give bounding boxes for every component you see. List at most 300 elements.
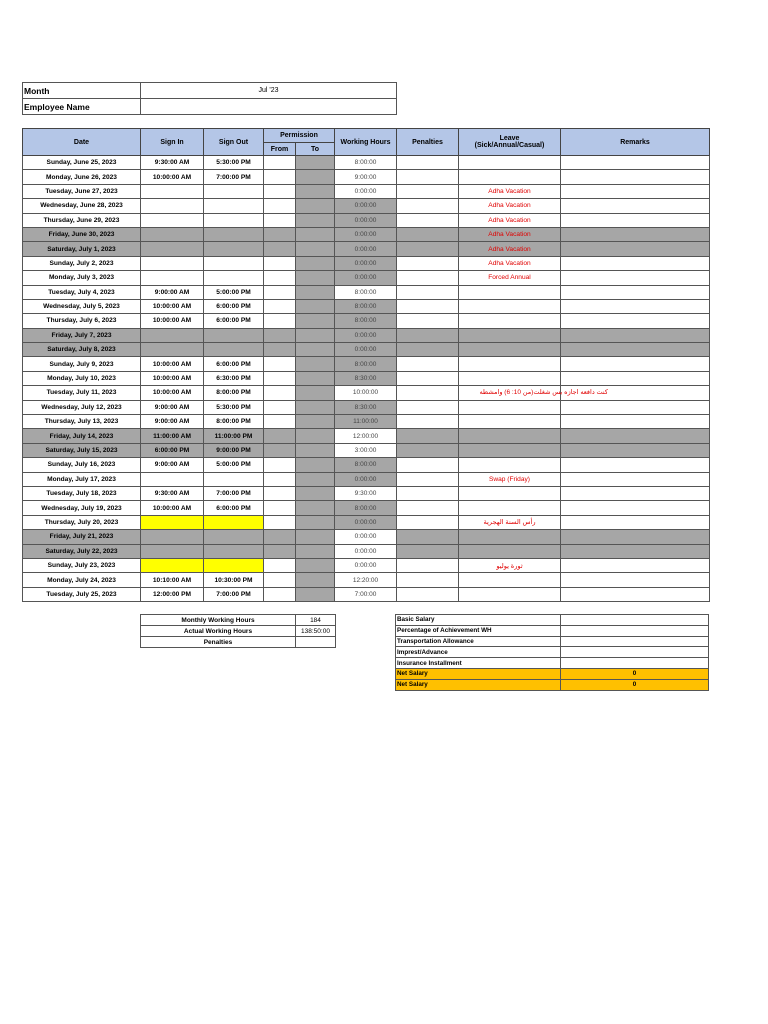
working-hours-cell[interactable]: 0:00:00	[335, 472, 397, 486]
leave-header-title: Leave	[499, 135, 520, 142]
permission-to-cell[interactable]	[296, 199, 335, 213]
sign-out-cell[interactable]	[204, 530, 264, 544]
leave-cell[interactable]	[459, 530, 561, 544]
sign-out-cell[interactable]: 7:00:00 PM	[204, 486, 264, 500]
sign-out-cell[interactable]	[204, 271, 264, 285]
date-cell[interactable]: Thursday, June 29, 2023	[23, 213, 141, 227]
date-cell[interactable]: Saturday, July 15, 2023	[23, 443, 141, 457]
permission-from-cell[interactable]	[264, 299, 296, 313]
working-hours-cell[interactable]: 0:00:00	[335, 544, 397, 558]
date-cell[interactable]: Thursday, July 20, 2023	[23, 515, 141, 529]
table-row	[23, 371, 710, 385]
remarks-cell[interactable]	[561, 544, 710, 558]
permission-to-cell[interactable]	[296, 328, 335, 342]
leave-cell[interactable]	[459, 328, 561, 342]
sign-out-cell[interactable]: 8:00:00 PM	[204, 415, 264, 429]
date-cell[interactable]: Thursday, July 6, 2023	[23, 314, 141, 328]
permission-to-cell[interactable]	[296, 587, 335, 601]
permission-from-cell[interactable]	[264, 486, 296, 500]
permission-from-cell[interactable]	[264, 199, 296, 213]
sign-out-cell[interactable]	[204, 343, 264, 357]
sign-in-cell[interactable]: 10:00:00 AM	[141, 357, 204, 371]
sign-out-cell[interactable]: 6:00:00 PM	[204, 314, 264, 328]
sign-in-cell[interactable]: 9:00:00 AM	[141, 458, 204, 472]
permission-to-cell[interactable]	[296, 486, 335, 500]
remarks-cell[interactable]	[561, 357, 710, 371]
sign-in-cell[interactable]: 11:00:00 AM	[141, 429, 204, 443]
date-cell[interactable]: Monday, July 10, 2023	[23, 371, 141, 385]
leave-cell[interactable]	[459, 314, 561, 328]
sign-in-cell[interactable]	[141, 530, 204, 544]
permission-from-cell[interactable]	[264, 170, 296, 184]
remarks-cell[interactable]	[561, 199, 710, 213]
leave-cell[interactable]	[459, 371, 561, 385]
penalties-cell[interactable]	[397, 242, 459, 256]
penalties-cell[interactable]	[397, 443, 459, 457]
leave-cell[interactable]	[459, 573, 561, 587]
remarks-cell[interactable]	[561, 343, 710, 357]
permission-from-cell[interactable]	[264, 472, 296, 486]
sign-in-cell[interactable]	[141, 213, 204, 227]
penalties-cell[interactable]	[397, 486, 459, 500]
remarks-cell[interactable]	[561, 156, 710, 170]
actual-hours-label: Actual Working Hours	[141, 626, 296, 637]
remarks-cell[interactable]	[561, 429, 710, 443]
date-cell[interactable]: Sunday, July 16, 2023	[23, 458, 141, 472]
working-hours-cell[interactable]: 0:00:00	[335, 343, 397, 357]
sign-out-cell[interactable]: 5:00:00 PM	[204, 285, 264, 299]
permission-from-cell[interactable]	[264, 371, 296, 385]
working-hours-cell[interactable]: 8:00:00	[335, 285, 397, 299]
penalties-cell[interactable]	[397, 328, 459, 342]
sign-out-cell[interactable]: 5:00:00 PM	[204, 458, 264, 472]
sign-in-cell[interactable]	[141, 242, 204, 256]
penalties-cell[interactable]	[397, 199, 459, 213]
sign-in-cell[interactable]: 9:00:00 AM	[141, 415, 204, 429]
leave-cell[interactable]: Adha Vacation	[459, 227, 561, 241]
working-hours-cell[interactable]: 0:00:00	[335, 184, 397, 198]
sign-in-cell[interactable]	[141, 544, 204, 558]
penalties-cell[interactable]	[397, 227, 459, 241]
table-row	[23, 256, 710, 270]
sign-in-cell[interactable]	[141, 227, 204, 241]
actual-hours-value[interactable]: 138:50:00	[296, 626, 336, 637]
remarks-cell[interactable]	[561, 213, 710, 227]
date-cell[interactable]: Sunday, July 23, 2023	[23, 558, 141, 572]
leave-cell[interactable]	[459, 501, 561, 515]
leave-cell[interactable]: Adha Vacation	[459, 242, 561, 256]
working-hours-cell[interactable]: 8:00:00	[335, 156, 397, 170]
permission-to-cell[interactable]	[296, 184, 335, 198]
remarks-cell[interactable]	[561, 515, 710, 529]
permission-to-cell[interactable]	[296, 285, 335, 299]
leave-cell[interactable]: Adha Vacation	[459, 213, 561, 227]
permission-to-cell[interactable]	[296, 371, 335, 385]
penalties-cell[interactable]	[397, 429, 459, 443]
permission-to-cell[interactable]	[296, 443, 335, 457]
sign-out-cell[interactable]: 6:00:00 PM	[204, 501, 264, 515]
permission-to-cell[interactable]	[296, 515, 335, 529]
penalties-cell[interactable]	[397, 544, 459, 558]
remarks-cell[interactable]	[561, 458, 710, 472]
penalties-cell[interactable]	[397, 587, 459, 601]
permission-from-cell[interactable]	[264, 415, 296, 429]
penalties-header: Penalties	[397, 129, 459, 156]
penalties-value[interactable]	[296, 637, 336, 648]
sign-in-cell[interactable]: 10:00:00 AM	[141, 501, 204, 515]
date-cell[interactable]: Monday, July 24, 2023	[23, 573, 141, 587]
sign-in-cell[interactable]: 9:00:00 AM	[141, 285, 204, 299]
leave-cell[interactable]	[459, 429, 561, 443]
month-label: Month	[23, 83, 141, 99]
date-cell[interactable]: Tuesday, July 18, 2023	[23, 486, 141, 500]
sign-out-cell[interactable]: 7:00:00 PM	[204, 587, 264, 601]
table-row	[23, 357, 710, 371]
permission-to-cell[interactable]	[296, 386, 335, 400]
sign-in-cell[interactable]	[141, 199, 204, 213]
remarks-cell[interactable]	[561, 271, 710, 285]
employee-name-value[interactable]	[141, 99, 397, 115]
transport-value[interactable]	[561, 636, 709, 647]
working-hours-cell[interactable]: 8:00:00	[335, 357, 397, 371]
leave-cell[interactable]: Swap (Friday)	[459, 472, 561, 486]
permission-to-cell[interactable]	[296, 299, 335, 313]
sign-out-cell[interactable]	[204, 184, 264, 198]
date-cell[interactable]: Tuesday, July 11, 2023	[23, 386, 141, 400]
permission-from-cell[interactable]	[264, 400, 296, 414]
sign-in-cell[interactable]: 10:00:00 AM	[141, 371, 204, 385]
permission-to-cell[interactable]	[296, 271, 335, 285]
sign-out-cell[interactable]	[204, 256, 264, 270]
working-hours-cell[interactable]: 9:00:00	[335, 170, 397, 184]
sign-out-cell[interactable]	[204, 544, 264, 558]
net-salary-value[interactable]: 0	[561, 668, 709, 679]
working-hours-cell[interactable]: 0:00:00	[335, 530, 397, 544]
working-hours-cell[interactable]: 8:00:00	[335, 501, 397, 515]
permission-from-cell[interactable]	[264, 458, 296, 472]
working-hours-cell[interactable]: 0:00:00	[335, 328, 397, 342]
sign-out-cell[interactable]	[204, 227, 264, 241]
basic-salary-value[interactable]	[561, 615, 709, 626]
monthly-hours-value[interactable]: 184	[296, 615, 336, 626]
working-hours-cell[interactable]: 10:00:00	[335, 386, 397, 400]
achievement-value[interactable]	[561, 625, 709, 636]
working-hours-cell[interactable]: 11:00:00	[335, 415, 397, 429]
remarks-cell[interactable]	[561, 443, 710, 457]
sign-in-cell[interactable]	[141, 558, 204, 572]
permission-from-cell[interactable]	[264, 530, 296, 544]
sign-in-cell[interactable]	[141, 256, 204, 270]
permission-to-cell[interactable]	[296, 343, 335, 357]
leave-cell[interactable]: Forced Annual	[459, 271, 561, 285]
date-cell[interactable]: Friday, July 7, 2023	[23, 328, 141, 342]
date-cell[interactable]: Sunday, July 9, 2023	[23, 357, 141, 371]
leave-cell[interactable]: Adha Vacation	[459, 256, 561, 270]
date-cell[interactable]: Saturday, July 8, 2023	[23, 343, 141, 357]
remarks-cell[interactable]	[561, 486, 710, 500]
permission-from-cell[interactable]	[264, 386, 296, 400]
leave-cell[interactable]	[459, 443, 561, 457]
permission-from-cell[interactable]	[264, 314, 296, 328]
permission-to-cell[interactable]	[296, 501, 335, 515]
penalties-cell[interactable]	[397, 357, 459, 371]
leave-cell[interactable]	[459, 299, 561, 313]
sign-out-cell[interactable]: 6:00:00 PM	[204, 299, 264, 313]
sign-in-cell[interactable]: 10:00:00 AM	[141, 314, 204, 328]
leave-cell[interactable]	[459, 156, 561, 170]
leave-cell[interactable]	[459, 544, 561, 558]
remarks-cell[interactable]	[561, 170, 710, 184]
working-hours-cell[interactable]: 0:00:00	[335, 515, 397, 529]
leave-cell[interactable]	[459, 285, 561, 299]
sign-out-cell[interactable]: 8:00:00 PM	[204, 386, 264, 400]
working-hours-cell[interactable]: 8:30:00	[335, 371, 397, 385]
working-hours-cell[interactable]: 0:00:00	[335, 227, 397, 241]
remarks-cell[interactable]	[561, 256, 710, 270]
remarks-cell[interactable]	[561, 530, 710, 544]
permission-from-cell[interactable]	[264, 573, 296, 587]
permission-to-cell[interactable]	[296, 429, 335, 443]
date-cell[interactable]: Tuesday, July 4, 2023	[23, 285, 141, 299]
penalties-cell[interactable]	[397, 271, 459, 285]
permission-to-cell[interactable]	[296, 227, 335, 241]
penalties-cell[interactable]	[397, 415, 459, 429]
remarks-cell[interactable]	[561, 328, 710, 342]
sign-in-cell[interactable]	[141, 328, 204, 342]
date-cell[interactable]: Friday, July 21, 2023	[23, 530, 141, 544]
working-hours-cell[interactable]: 0:00:00	[335, 242, 397, 256]
permission-to-cell[interactable]	[296, 458, 335, 472]
permission-from-cell[interactable]	[264, 501, 296, 515]
leave-cell[interactable]: Adha Vacation	[459, 199, 561, 213]
leave-cell[interactable]	[459, 343, 561, 357]
penalties-cell[interactable]	[397, 343, 459, 357]
permission-to-cell[interactable]	[296, 558, 335, 572]
remarks-cell[interactable]	[561, 371, 710, 385]
working-hours-cell[interactable]: 8:00:00	[335, 314, 397, 328]
leave-cell[interactable]	[459, 458, 561, 472]
leave-cell[interactable]	[459, 170, 561, 184]
sign-out-cell[interactable]	[204, 199, 264, 213]
date-cell[interactable]: Monday, July 17, 2023	[23, 472, 141, 486]
month-value[interactable]: Jul '23	[141, 83, 397, 99]
penalties-cell[interactable]	[397, 573, 459, 587]
date-cell[interactable]: Wednesday, July 5, 2023	[23, 299, 141, 313]
remarks-cell[interactable]	[561, 400, 710, 414]
permission-from-cell[interactable]	[264, 285, 296, 299]
leave-cell[interactable]	[459, 486, 561, 500]
permission-from-cell[interactable]	[264, 357, 296, 371]
penalties-cell[interactable]	[397, 400, 459, 414]
date-cell[interactable]: Wednesday, June 28, 2023	[23, 199, 141, 213]
permission-from-cell[interactable]	[264, 328, 296, 342]
permission-to-cell[interactable]	[296, 415, 335, 429]
date-cell[interactable]: Sunday, July 2, 2023	[23, 256, 141, 270]
penalties-cell[interactable]	[397, 472, 459, 486]
permission-from-cell[interactable]	[264, 156, 296, 170]
sign-in-cell[interactable]: 9:30:00 AM	[141, 156, 204, 170]
remarks-cell[interactable]	[561, 314, 710, 328]
permission-from-cell[interactable]	[264, 271, 296, 285]
sign-out-cell[interactable]	[204, 558, 264, 572]
sign-in-cell[interactable]: 10:10:00 AM	[141, 573, 204, 587]
permission-from-cell[interactable]	[264, 558, 296, 572]
penalties-cell[interactable]	[397, 285, 459, 299]
remarks-cell[interactable]	[561, 587, 710, 601]
permission-from-cell[interactable]	[264, 227, 296, 241]
penalties-cell[interactable]	[397, 558, 459, 572]
sign-in-cell[interactable]	[141, 271, 204, 285]
working-hours-cell[interactable]: 0:00:00	[335, 256, 397, 270]
permission-to-cell[interactable]	[296, 530, 335, 544]
penalties-cell[interactable]	[397, 170, 459, 184]
date-cell[interactable]: Wednesday, July 12, 2023	[23, 400, 141, 414]
sign-in-cell[interactable]: 10:00:00 AM	[141, 386, 204, 400]
table-row	[23, 443, 710, 457]
permission-from-cell[interactable]	[264, 515, 296, 529]
sign-out-cell[interactable]: 5:30:00 PM	[204, 156, 264, 170]
permission-from-cell[interactable]	[264, 213, 296, 227]
sign-in-cell[interactable]: 10:00:00 AM	[141, 170, 204, 184]
date-cell[interactable]: Saturday, July 22, 2023	[23, 544, 141, 558]
date-cell[interactable]: Friday, June 30, 2023	[23, 227, 141, 241]
working-hours-cell[interactable]: 0:00:00	[335, 558, 397, 572]
penalties-cell[interactable]	[397, 530, 459, 544]
remarks-cell[interactable]	[561, 558, 710, 572]
remark-text: كنت دافعه اجازه بس شغلت(من 10: 6) وامشطه	[479, 389, 608, 397]
working-hours-cell[interactable]: 8:00:00	[335, 299, 397, 313]
permission-from-cell[interactable]	[264, 256, 296, 270]
net-salary-value-2[interactable]: 0	[561, 679, 709, 690]
remarks-cell[interactable]	[561, 184, 710, 198]
permission-from-cell[interactable]	[264, 242, 296, 256]
permission-to-cell[interactable]	[296, 213, 335, 227]
sign-out-cell[interactable]: 9:00:00 PM	[204, 443, 264, 457]
sign-out-cell[interactable]	[204, 472, 264, 486]
permission-from-cell[interactable]	[264, 587, 296, 601]
permission-to-cell[interactable]	[296, 256, 335, 270]
remarks-cell[interactable]	[561, 299, 710, 313]
sign-out-cell[interactable]: 11:00:00 PM	[204, 429, 264, 443]
remarks-cell[interactable]	[561, 285, 710, 299]
remarks-cell[interactable]	[561, 472, 710, 486]
sign-out-cell[interactable]: 6:30:00 PM	[204, 371, 264, 385]
penalties-cell[interactable]	[397, 386, 608, 400]
leave-cell[interactable]	[459, 400, 561, 414]
sign-out-cell[interactable]: 6:00:00 PM	[204, 357, 264, 371]
working-hours-cell[interactable]: 7:00:00	[335, 587, 397, 601]
penalties-cell[interactable]	[397, 515, 459, 529]
penalties-cell[interactable]	[397, 156, 459, 170]
penalties-cell[interactable]	[397, 501, 459, 515]
remarks-cell[interactable]	[561, 242, 710, 256]
penalties-cell[interactable]	[397, 299, 459, 313]
permission-to-cell[interactable]	[296, 170, 335, 184]
leave-cell[interactable]	[459, 587, 561, 601]
permission-from-cell[interactable]	[264, 544, 296, 558]
date-cell[interactable]: Monday, July 3, 2023	[23, 271, 141, 285]
remarks-cell[interactable]	[561, 415, 710, 429]
date-cell[interactable]: Saturday, July 1, 2023	[23, 242, 141, 256]
leave-cell[interactable]: Adha Vacation	[459, 184, 561, 198]
leave-cell[interactable]	[459, 357, 561, 371]
imprest-value[interactable]	[561, 647, 709, 658]
table-row	[23, 458, 710, 472]
remarks-cell[interactable]	[561, 227, 710, 241]
working-hours-cell[interactable]: 3:00:00	[335, 443, 397, 457]
permission-to-cell[interactable]	[296, 156, 335, 170]
table-row	[23, 314, 710, 328]
sign-in-cell[interactable]: 9:30:00 AM	[141, 486, 204, 500]
sign-in-cell[interactable]: 9:00:00 AM	[141, 400, 204, 414]
permission-to-cell[interactable]	[296, 242, 335, 256]
penalties-cell[interactable]	[397, 256, 459, 270]
date-cell[interactable]: Friday, July 14, 2023	[23, 429, 141, 443]
penalties-cell[interactable]	[397, 314, 459, 328]
working-hours-cell[interactable]: 8:00:00	[335, 458, 397, 472]
insurance-value[interactable]	[561, 658, 709, 669]
sign-out-cell[interactable]	[204, 242, 264, 256]
permission-to-cell[interactable]	[296, 314, 335, 328]
permission-from-cell[interactable]	[264, 443, 296, 457]
date-cell[interactable]: Sunday, June 25, 2023	[23, 156, 141, 170]
working-hours-cell[interactable]: 0:00:00	[335, 271, 397, 285]
permission-to-cell[interactable]	[296, 357, 335, 371]
penalties-cell[interactable]	[397, 458, 459, 472]
date-cell[interactable]: Thursday, July 13, 2023	[23, 415, 141, 429]
sign-in-cell[interactable]	[141, 472, 204, 486]
permission-to-cell[interactable]	[296, 573, 335, 587]
working-hours-cell[interactable]: 12:20:00	[335, 573, 397, 587]
leave-cell[interactable]: ثورة يوليو	[459, 558, 561, 572]
working-hours-cell[interactable]: 9:30:00	[335, 486, 397, 500]
sign-out-cell[interactable]: 7:00:00 PM	[204, 170, 264, 184]
permission-to-cell[interactable]	[296, 400, 335, 414]
sign-in-cell[interactable]: 6:00:00 PM	[141, 443, 204, 457]
sign-out-cell[interactable]: 5:30:00 PM	[204, 400, 264, 414]
date-cell[interactable]: Tuesday, June 27, 2023	[23, 184, 141, 198]
penalties-cell[interactable]	[397, 371, 459, 385]
sign-in-cell[interactable]: 10:00:00 AM	[141, 299, 204, 313]
sign-out-cell[interactable]	[204, 213, 264, 227]
permission-from-cell[interactable]	[264, 184, 296, 198]
sign-in-cell[interactable]: 12:00:00 PM	[141, 587, 204, 601]
remarks-cell[interactable]	[561, 501, 710, 515]
permission-from-cell[interactable]	[264, 343, 296, 357]
sign-out-cell[interactable]: 10:30:00 PM	[204, 573, 264, 587]
leave-cell[interactable]: رأس السنة الهجرية	[459, 515, 561, 529]
working-hours-cell[interactable]: 0:00:00	[335, 213, 397, 227]
sign-out-cell[interactable]	[204, 515, 264, 529]
sign-in-cell[interactable]	[141, 343, 204, 357]
working-hours-cell[interactable]: 8:30:00	[335, 400, 397, 414]
penalties-cell[interactable]	[397, 213, 459, 227]
permission-from-cell[interactable]	[264, 429, 296, 443]
working-hours-cell[interactable]: 12:00:00	[335, 429, 397, 443]
working-hours-cell[interactable]: 0:00:00	[335, 199, 397, 213]
sign-in-cell[interactable]	[141, 515, 204, 529]
penalties-cell[interactable]	[397, 184, 459, 198]
permission-to-cell[interactable]	[296, 472, 335, 486]
permission-to-cell[interactable]	[296, 544, 335, 558]
sign-in-cell[interactable]	[141, 184, 204, 198]
sign-out-cell[interactable]	[204, 328, 264, 342]
leave-cell[interactable]	[459, 415, 561, 429]
remarks-cell[interactable]	[561, 573, 710, 587]
date-cell[interactable]: Tuesday, July 25, 2023	[23, 587, 141, 601]
date-cell[interactable]: Monday, June 26, 2023	[23, 170, 141, 184]
date-cell[interactable]: Wednesday, July 19, 2023	[23, 501, 141, 515]
